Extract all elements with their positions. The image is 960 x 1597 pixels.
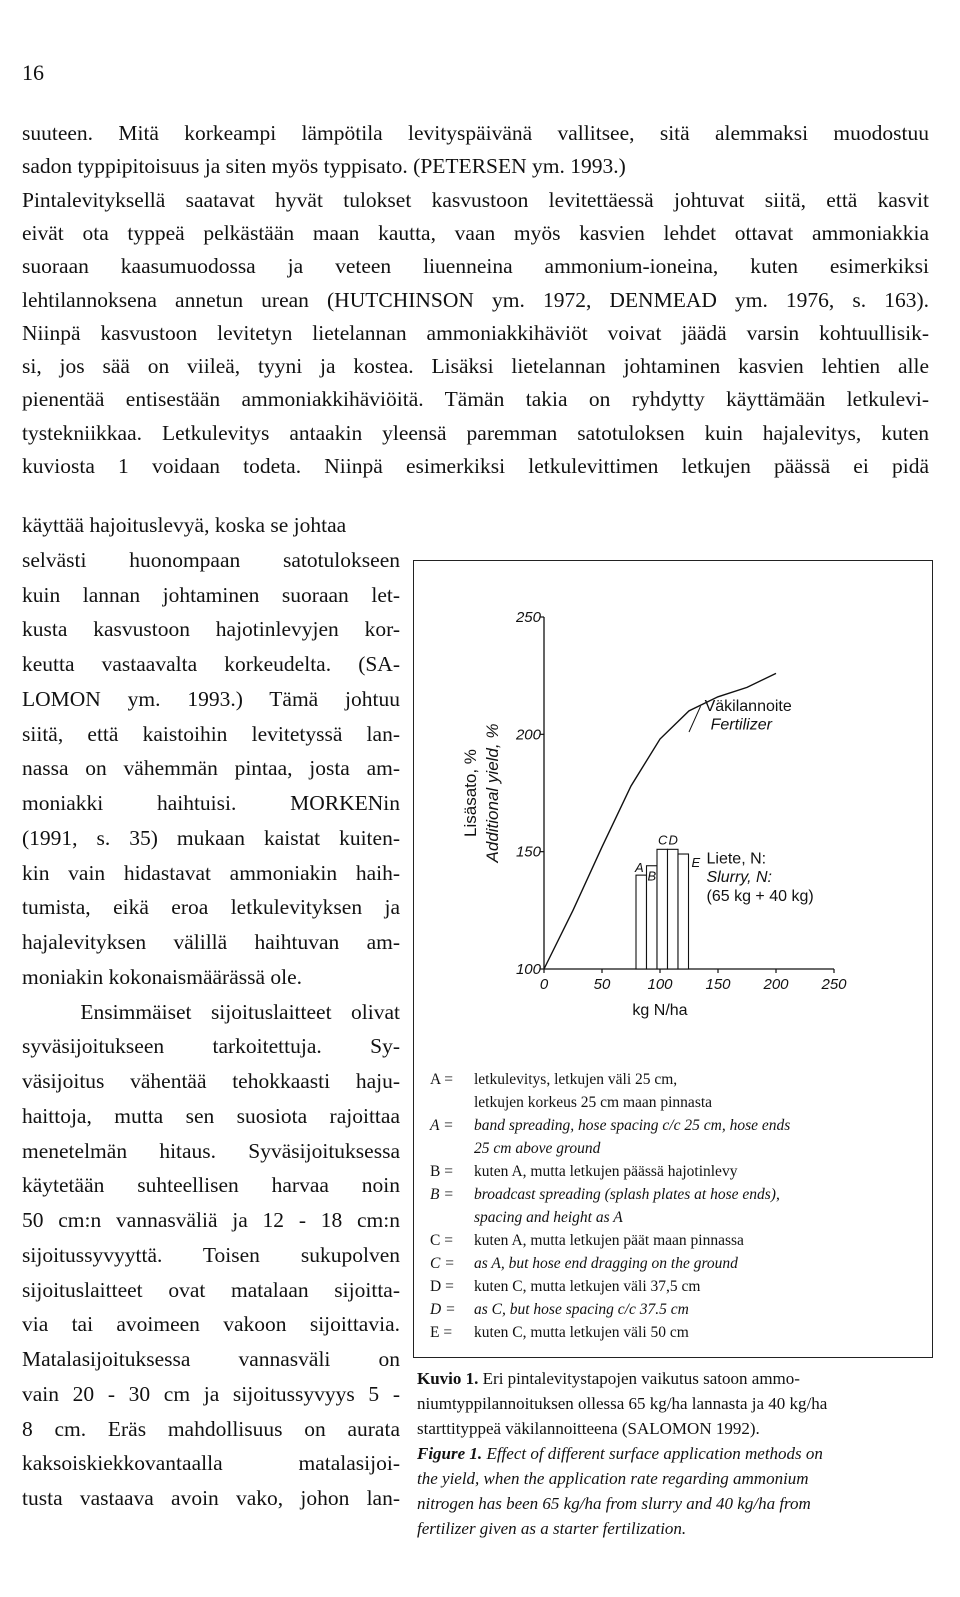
x-tick-label: 150 xyxy=(705,976,731,993)
text-line: tumista, eikä eroa letkulevityksen ja xyxy=(22,895,400,920)
legend-key: D = xyxy=(430,1278,454,1295)
bar-label-a: A xyxy=(635,860,644,876)
legend-row xyxy=(430,1114,790,1137)
y-axis-label-fi: Lisäsato, % xyxy=(461,749,480,837)
caption-fi-label: Kuvio 1. xyxy=(417,1369,479,1388)
legend-key: E = xyxy=(430,1324,453,1341)
caption-en-line: the yield, when the application rate regarding ammonium xyxy=(417,1469,809,1488)
caption-en-line: nitrogen has been 65 kg/ha from slurry and 40 kg/ha from xyxy=(417,1494,811,1513)
text-line: nassa on vähemmän pintaa, josta am- xyxy=(22,756,400,781)
text-line: Niinpä kasvustoon levitetyn lietelannan ammoniakkihäviöt voivat jäädä varsin kohtuullisik- xyxy=(22,320,929,345)
legend-key: B = xyxy=(430,1186,454,1203)
legend-row xyxy=(430,1091,790,1114)
yield-chart xyxy=(414,561,934,1061)
legend-text: 25 cm above ground xyxy=(474,1140,601,1157)
legend-text: kuten C, mutta letkujen väli 37,5 cm xyxy=(474,1278,701,1295)
text-line: suoraan kaasumuodossa ja veteen liuenneina ammonium-ioneina, kuten esimerkiksi xyxy=(22,254,929,279)
legend-row xyxy=(430,1275,790,1298)
text-line: kusta kasvustoon hajotinlevyjen kor- xyxy=(22,617,400,642)
legend-key: C = xyxy=(430,1232,453,1249)
text-line: (1991, s. 35) mukaan kaistat kuiten- xyxy=(22,825,400,850)
text-line: tystekniikkaa. Letkulevitys antaakin yleensä paremman satotuloksen kuin hajalevitys, kuten xyxy=(22,420,929,445)
x-tick-label: 200 xyxy=(763,976,789,993)
text-line: siitä, että kaistoihin levitetyssä lan- xyxy=(22,721,400,746)
bar-label-e: E xyxy=(691,855,701,871)
text-line: hajalevityksen välillä haihtuvan am- xyxy=(22,930,400,954)
text-line: kuviosta 1 voidaan todeta. Niinpä esimerkiksi letkulevittimen letkujen päässä ei pidä xyxy=(22,454,929,478)
text-line: LOMON ym. 1993.) Tämä johtuu xyxy=(22,686,400,711)
x-tick-label: 0 xyxy=(539,976,549,993)
x-tick-label: 100 xyxy=(647,976,673,993)
legend-row xyxy=(430,1229,790,1252)
bar-e xyxy=(678,854,689,969)
legend-text: letkujen korkeus 25 cm maan pinnasta xyxy=(474,1094,713,1111)
bar-a xyxy=(636,875,647,969)
caption-en-line: Effect of different surface application methods on xyxy=(482,1444,823,1463)
legend-row xyxy=(430,1068,790,1091)
legend-text: as C, but hose spacing c/c 37.5 cm xyxy=(474,1301,689,1318)
legend-key xyxy=(430,1137,474,1160)
fertilizer-label-en: Fertilizer xyxy=(710,716,772,734)
y-axis-label-en: Additional yield, % xyxy=(483,723,502,863)
legend-key: A = xyxy=(430,1071,453,1088)
legend-key: C = xyxy=(430,1255,455,1272)
bar-c xyxy=(657,849,668,969)
text-line: Pintalevityksellä saatavat hyvät tulokset kasvustoon levitettäessä johtuvat siitä, että kasvit xyxy=(22,187,929,212)
caption-fi-line: starttityppeä väkilannoitteena (SALOMON 1992). xyxy=(417,1419,760,1438)
bar-label-c: C xyxy=(658,832,668,848)
y-tick-label: 250 xyxy=(515,609,541,626)
legend-row xyxy=(430,1298,790,1321)
legend-key xyxy=(430,1091,474,1114)
legend-text: kuten C, mutta letkujen väli 50 cm xyxy=(474,1324,689,1341)
slurry-label-en: Slurry, N: xyxy=(706,869,772,887)
legend-row xyxy=(430,1160,790,1183)
text-line: selvästi huonompaan satotulokseen xyxy=(22,547,400,572)
x-axis-label: kg N/ha xyxy=(632,1002,688,1019)
text-line: eivät ota typpeä pelkästään maan kautta, vaan myös kasvien lehdet ottavat ammoniakkia xyxy=(22,220,929,245)
y-tick-label: 200 xyxy=(515,726,541,744)
legend-key: B = xyxy=(430,1163,453,1180)
bar-label-b: B xyxy=(647,868,657,884)
text-line: 8 cm. Eräs mahdollisuus on aurata xyxy=(22,1416,400,1441)
legend-text: spacing and height as A xyxy=(474,1209,623,1226)
text-line: pienentää entisestään ammoniakkihäviöitä. Tämän takia on ryhdytty käyttämään letkulevi- xyxy=(22,387,929,412)
page-number: 16 xyxy=(22,60,44,85)
text-line: väsijoitus vähentää tehokkaasti haju- xyxy=(22,1069,400,1093)
text-line: sijoitussyvyyttä. Toisen sukupolven xyxy=(22,1242,400,1267)
legend-row xyxy=(430,1321,790,1344)
bar-d xyxy=(668,849,679,969)
figure-caption xyxy=(417,1366,937,1541)
text-line: käyttää hajoituslevyä, koska se johtaa xyxy=(22,513,347,537)
legend-text: broadcast spreading (splash plates at hose ends), xyxy=(474,1186,780,1203)
text-line: kin vain hidastavat ammoniakin haih- xyxy=(22,860,400,885)
y-tick-label: 100 xyxy=(515,961,541,978)
text-line: vain 20 - 30 cm ja sijoitussyvyys 5 - xyxy=(22,1381,400,1406)
bar-label-d: D xyxy=(668,832,678,848)
legend-text: kuten A, mutta letkujen päässä hajotinlevy xyxy=(474,1163,738,1180)
text-line: 50 cm:n vannasväliä ja 12 - 18 cm:n xyxy=(22,1208,400,1232)
caption-en-label: Figure 1. xyxy=(417,1444,483,1463)
text-line: tusta vastaava avoin vako, johon lan- xyxy=(22,1486,400,1510)
legend-row xyxy=(430,1206,790,1229)
x-tick-label: 50 xyxy=(593,976,611,993)
text-line: moniakin kokonaismäärässä ole. xyxy=(22,964,303,989)
legend-text: as A, but hose end dragging on the ground xyxy=(474,1255,738,1272)
text-line: lehtilannoksena annetun urean (HUTCHINSON ym. 1972, DENMEAD ym. 1976, s. 163). xyxy=(22,287,929,312)
legend-text: kuten A, mutta letkujen päät maan pinnassa xyxy=(474,1232,744,1249)
text-line: käytetään suhteellisen harvaa noin xyxy=(22,1173,400,1198)
text-line: kuin lannan johtaminen suoraan let- xyxy=(22,582,400,607)
legend-text: band spreading, hose spacing c/c 25 cm, hose ends xyxy=(474,1117,791,1134)
slurry-label-amount: (65 kg + 40 kg) xyxy=(706,887,814,905)
legend-row xyxy=(430,1137,790,1160)
caption-fi-line: Eri pintalevitystapojen vaikutus satoon ammo- xyxy=(478,1369,800,1388)
legend-key xyxy=(430,1206,474,1229)
text-line: sadon typpipitoisuus ja siten myös typpisato. (PETERSEN ym. 1993.) xyxy=(22,154,626,179)
slurry-label-fi: Liete, N: xyxy=(706,850,767,868)
caption-en-line: fertilizer given as a starter fertilization. xyxy=(417,1519,687,1538)
legend-key: D = xyxy=(430,1301,456,1318)
y-tick-label: 150 xyxy=(515,843,541,861)
text-line: si, jos sää on viileä, tyyni ja kostea. Lisäksi lietelannan johtaminen kasvien lehtien alle xyxy=(22,354,929,379)
text-line: haittoja, mutta sen suosiota rajoittaa xyxy=(22,1103,400,1128)
text-line: keutta vastaavalta korkeudelta. (SA- xyxy=(22,652,400,676)
legend-row xyxy=(430,1183,790,1206)
text-line: menetelmän hitaus. Syväsijoituksessa xyxy=(22,1138,400,1163)
figure-legend xyxy=(430,1068,790,1344)
legend-key: A = xyxy=(430,1117,454,1134)
text-line: kaksoiskiekkovantaalla matalasijoi- xyxy=(22,1451,400,1476)
text-line: moniakki haihtuisi. MORKENin xyxy=(22,791,400,815)
text-line: via tai avoimeen vakoon sijoittavia. xyxy=(22,1312,400,1337)
text-line: suuteen. Mitä korkeampi lämpötila levityspäivänä vallitsee, sitä alemmaksi muodostuu xyxy=(22,121,929,145)
fertilizer-label-fi: Väkilannoite xyxy=(704,697,792,715)
x-tick-label: 250 xyxy=(821,976,847,993)
text-line: syväsijoitukseen tarkoitettuja. Sy- xyxy=(22,1034,400,1059)
text-line: Matalasijoituksessa vannasväli on xyxy=(22,1347,400,1371)
legend-text: letkulevitys, letkujen väli 25 cm, xyxy=(474,1071,678,1088)
legend-row xyxy=(430,1252,790,1275)
text-line: sijoituslaitteet ovat matalaan sijoitta- xyxy=(22,1277,400,1302)
text-line: Ensimmäiset sijoituslaitteet olivat xyxy=(22,999,400,1024)
caption-fi-line: niumtyppilannoituksen ollessa 65 kg/ha lannasta ja 40 kg/ha xyxy=(417,1394,828,1413)
